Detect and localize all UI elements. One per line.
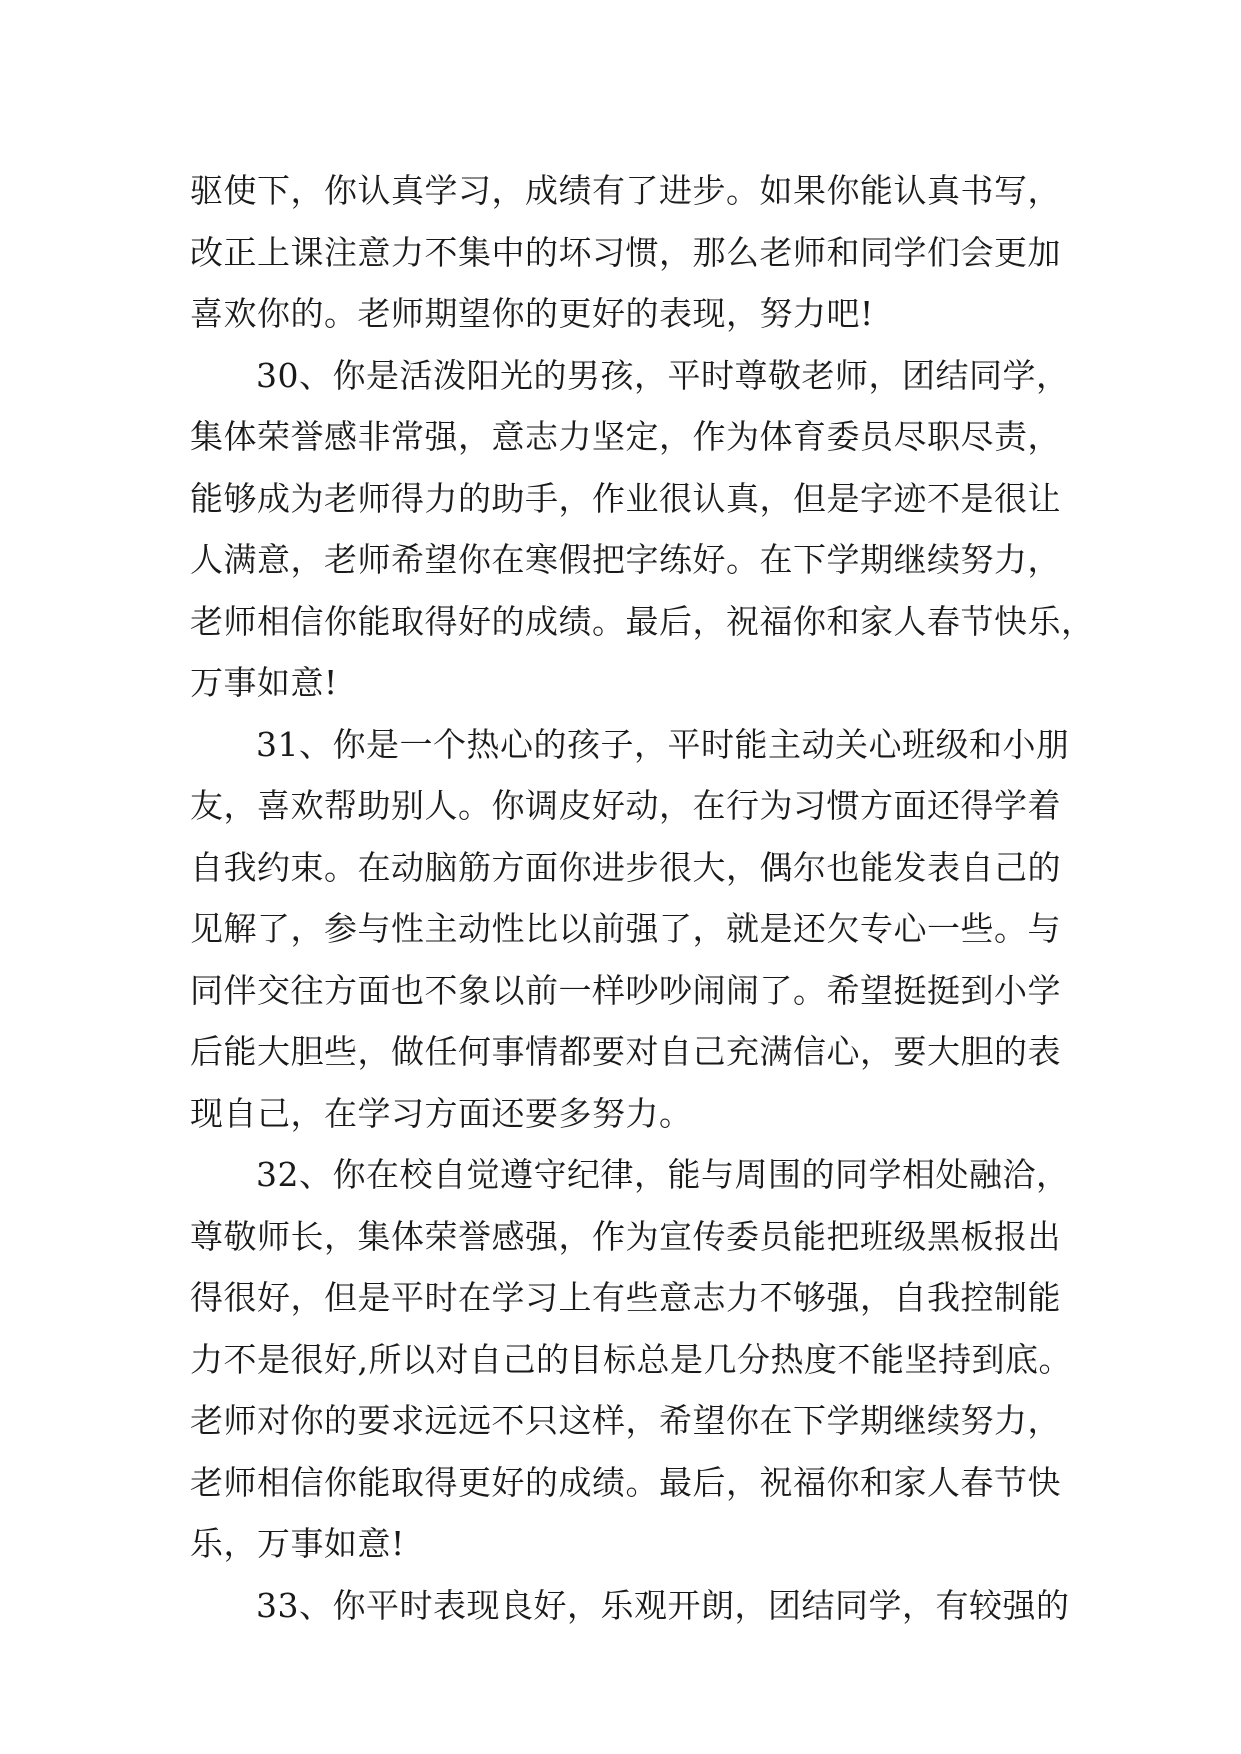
text-line: 自我约束。在动脑筋方面你进步很大，偶尔也能发表自己的 xyxy=(190,847,1061,887)
text-line: 喜欢你的。老师期望你的更好的表现，努力吧! xyxy=(190,294,874,333)
paragraph-start-31: 31、你是一个热心的孩子，平时能主动关心班级和小朋 xyxy=(256,724,1070,764)
text-line: 得很好，但是平时在学习上有些意志力不够强，自我控制能 xyxy=(190,1278,1061,1317)
text-line: 改正上课注意力不集中的坏习惯，那么老师和同学们会更加 xyxy=(190,232,1061,272)
text-line: 尊敬师长，集体荣誉感强，作为宣传委员能把班级黑板报出 xyxy=(190,1216,1061,1256)
text-line: 老师对你的要求远远不只这样，希望你在下学期继续努力， xyxy=(190,1401,1061,1440)
text-line: 老师相信你能取得更好的成绩。最后，祝福你和家人春节快 xyxy=(190,1462,1061,1502)
paragraph-start-33: 33、你平时表现良好，乐观开朗，团结同学，有较强的 xyxy=(256,1585,1070,1625)
text-line: 老师相信你能取得好的成绩。最后，祝福你和家人春节快乐， xyxy=(190,601,1095,641)
text-line: 友，喜欢帮助别人。你调皮好动，在行为习惯方面还得学着 xyxy=(190,786,1061,825)
text-line: 后能大胆些，做任何事情都要对自己充满信心，要大胆的表 xyxy=(190,1032,1061,1071)
text-line: 同伴交往方面也不象以前一样吵吵闹闹了。希望挺挺到小学 xyxy=(190,970,1061,1010)
text-line: 现自己，在学习方面还要多努力。 xyxy=(190,1093,693,1133)
text-line: 能够成为老师得力的助手，作业很认真，但是字迹不是很让 xyxy=(190,478,1061,518)
text-line: 见解了，参与性主动性比以前强了，就是还欠专心一些。与 xyxy=(190,909,1061,948)
paragraph-start-30: 30、你是活泼阳光的男孩，平时尊敬老师，团结同学， xyxy=(256,355,1070,395)
text-line: 集体荣誉感非常强，意志力坚定，作为体育委员尽职尽责， xyxy=(190,417,1061,456)
document-body xyxy=(190,160,1095,1636)
text-line: 力不是很好,所以对自己的目标总是几分热度不能坚持到底。 xyxy=(190,1339,1072,1379)
text-line: 驱使下，你认真学习，成绩有了进步。如果你能认真书写， xyxy=(190,171,1061,210)
text-line: 万事如意! xyxy=(190,663,338,702)
text-line: 人满意，老师希望你在寒假把字练好。在下学期继续努力， xyxy=(190,540,1061,579)
text-line: 乐，万事如意! xyxy=(190,1524,405,1563)
paragraph-start-32: 32、你在校自觉遵守纪律，能与周围的同学相处融洽， xyxy=(256,1155,1070,1194)
